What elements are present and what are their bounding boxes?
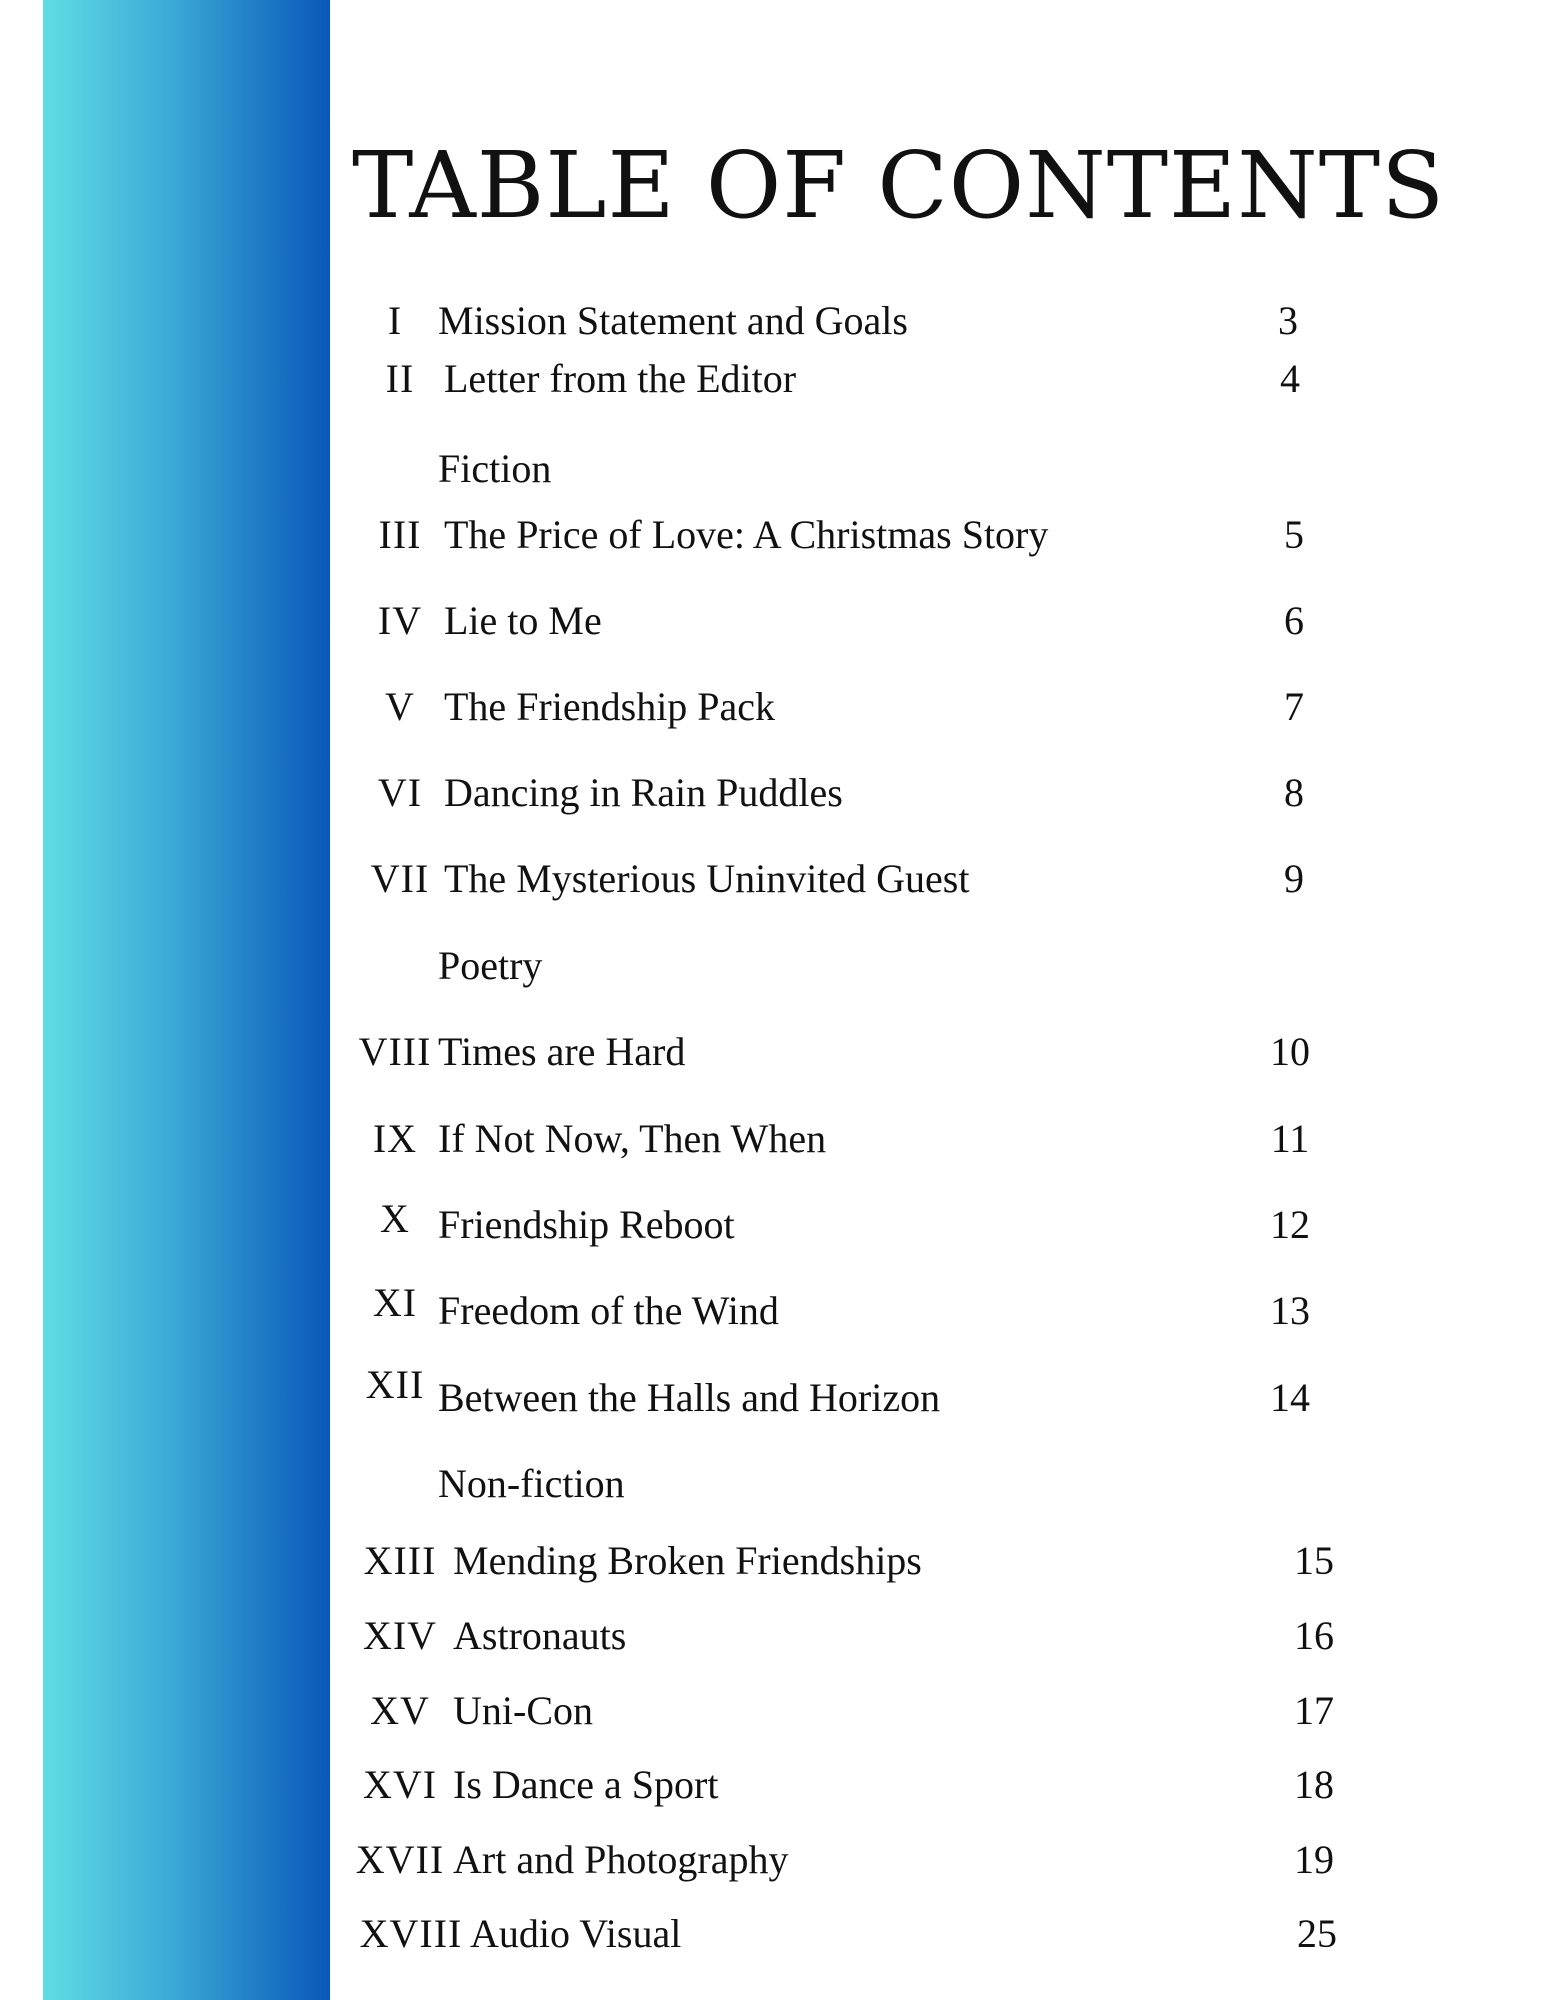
toc-entry-page: 10 bbox=[1270, 1029, 1310, 1074]
toc-entry[interactable] bbox=[0, 296, 1545, 346]
toc-entry-numeral: VIII bbox=[358, 1029, 432, 1074]
toc-entry-title: Between the Halls and Horizon bbox=[438, 1375, 941, 1420]
toc-entry-numeral: XI bbox=[372, 1280, 418, 1325]
toc-entry-page: 13 bbox=[1270, 1288, 1310, 1333]
toc-entry[interactable] bbox=[0, 1611, 1545, 1661]
toc-entry-title: If Not Now, Then When bbox=[438, 1116, 827, 1161]
toc-entry-title: Uni-Con bbox=[453, 1688, 593, 1733]
toc-entry[interactable] bbox=[0, 1536, 1545, 1586]
toc-entry-title: Lie to Me bbox=[444, 598, 602, 643]
toc-entry-title: Times are Hard bbox=[438, 1029, 686, 1074]
toc-entry-numeral: XIV bbox=[362, 1613, 438, 1658]
toc-entry-numeral: XII bbox=[365, 1362, 425, 1407]
toc-entry-title: The Mysterious Uninvited Guest bbox=[444, 856, 970, 901]
toc-entry-title: Astronauts bbox=[453, 1613, 627, 1658]
toc-entry[interactable] bbox=[0, 854, 1545, 904]
toc-entry[interactable] bbox=[0, 1760, 1545, 1810]
toc-entry-page: 7 bbox=[1284, 684, 1304, 729]
toc-entry-page: 3 bbox=[1278, 298, 1298, 343]
toc-entry-numeral: II bbox=[385, 356, 415, 401]
toc-entry-numeral: XVIII bbox=[359, 1911, 463, 1956]
toc-entry-page: 15 bbox=[1294, 1538, 1334, 1583]
toc-entry-page: 6 bbox=[1284, 598, 1304, 643]
toc-entry-page: 16 bbox=[1294, 1613, 1334, 1658]
toc-entry-title: Mission Statement and Goals bbox=[438, 298, 908, 343]
toc-entry-page: 14 bbox=[1270, 1375, 1310, 1420]
toc-entry-numeral: X bbox=[380, 1196, 410, 1241]
toc-entry-title: Friendship Reboot bbox=[438, 1202, 735, 1247]
toc-entry[interactable] bbox=[0, 1196, 1545, 1250]
toc-entry[interactable] bbox=[0, 596, 1545, 646]
toc-entry-page: 9 bbox=[1284, 856, 1304, 901]
toc-entry[interactable] bbox=[0, 1362, 1545, 1423]
toc-entry-title: Art and Photography bbox=[453, 1837, 789, 1882]
toc-entry-page: 25 bbox=[1297, 1911, 1337, 1956]
toc-entry-page: 19 bbox=[1294, 1837, 1334, 1882]
toc-entry-title: Freedom of the Wind bbox=[438, 1288, 779, 1333]
toc-entry-numeral: I bbox=[387, 298, 403, 343]
toc-entry-page: 17 bbox=[1294, 1688, 1334, 1733]
toc-entry[interactable] bbox=[0, 1909, 1545, 1959]
toc-entry[interactable] bbox=[0, 354, 1545, 404]
toc-entry[interactable] bbox=[0, 768, 1545, 818]
toc-entry-numeral: IX bbox=[372, 1116, 418, 1161]
toc-entry-numeral: XIII bbox=[363, 1538, 437, 1583]
toc-entry[interactable] bbox=[0, 1835, 1545, 1885]
toc-entry-title: The Friendship Pack bbox=[444, 684, 776, 729]
toc-entry-page: 5 bbox=[1284, 512, 1304, 557]
section-heading-non-fiction: Non-fiction bbox=[438, 1461, 625, 1506]
toc-entry[interactable] bbox=[0, 510, 1545, 560]
section-heading-fiction: Fiction bbox=[438, 446, 552, 491]
toc-entry[interactable] bbox=[0, 1280, 1545, 1336]
toc-entry-title: Is Dance a Sport bbox=[453, 1762, 719, 1807]
toc-entry-numeral: VI bbox=[377, 770, 423, 815]
toc-entry-page: 12 bbox=[1270, 1202, 1310, 1247]
toc-entry-title: Letter from the Editor bbox=[444, 356, 797, 401]
toc-entry-page: 18 bbox=[1294, 1762, 1334, 1807]
toc-entry-numeral: III bbox=[378, 512, 422, 557]
toc-entry[interactable] bbox=[0, 1114, 1545, 1164]
toc-entry-numeral: VII bbox=[370, 856, 430, 901]
toc-entry-numeral: XVII bbox=[355, 1837, 445, 1882]
toc-entry[interactable] bbox=[0, 1686, 1545, 1736]
toc-entry-page: 8 bbox=[1284, 770, 1304, 815]
section-heading-poetry: Poetry bbox=[438, 943, 543, 988]
toc-entry-numeral: V bbox=[385, 684, 415, 729]
toc-entry-title: Mending Broken Friendships bbox=[453, 1538, 922, 1583]
toc-entry-numeral: XV bbox=[370, 1688, 430, 1733]
toc-entry-numeral: XVI bbox=[362, 1762, 438, 1807]
toc-entry-title: Dancing in Rain Puddles bbox=[444, 770, 843, 815]
toc-entry-numeral: IV bbox=[377, 598, 423, 643]
page-title: TABLE OF CONTENTS bbox=[352, 132, 1446, 239]
toc-entry[interactable] bbox=[0, 1027, 1545, 1077]
toc-entry[interactable] bbox=[0, 682, 1545, 732]
toc-entry-page: 4 bbox=[1280, 356, 1300, 401]
toc-entry-page: 11 bbox=[1270, 1116, 1310, 1161]
toc-entry-title: The Price of Love: A Christmas Story bbox=[444, 512, 1049, 557]
toc-entry-title: Audio Visual bbox=[470, 1911, 682, 1956]
